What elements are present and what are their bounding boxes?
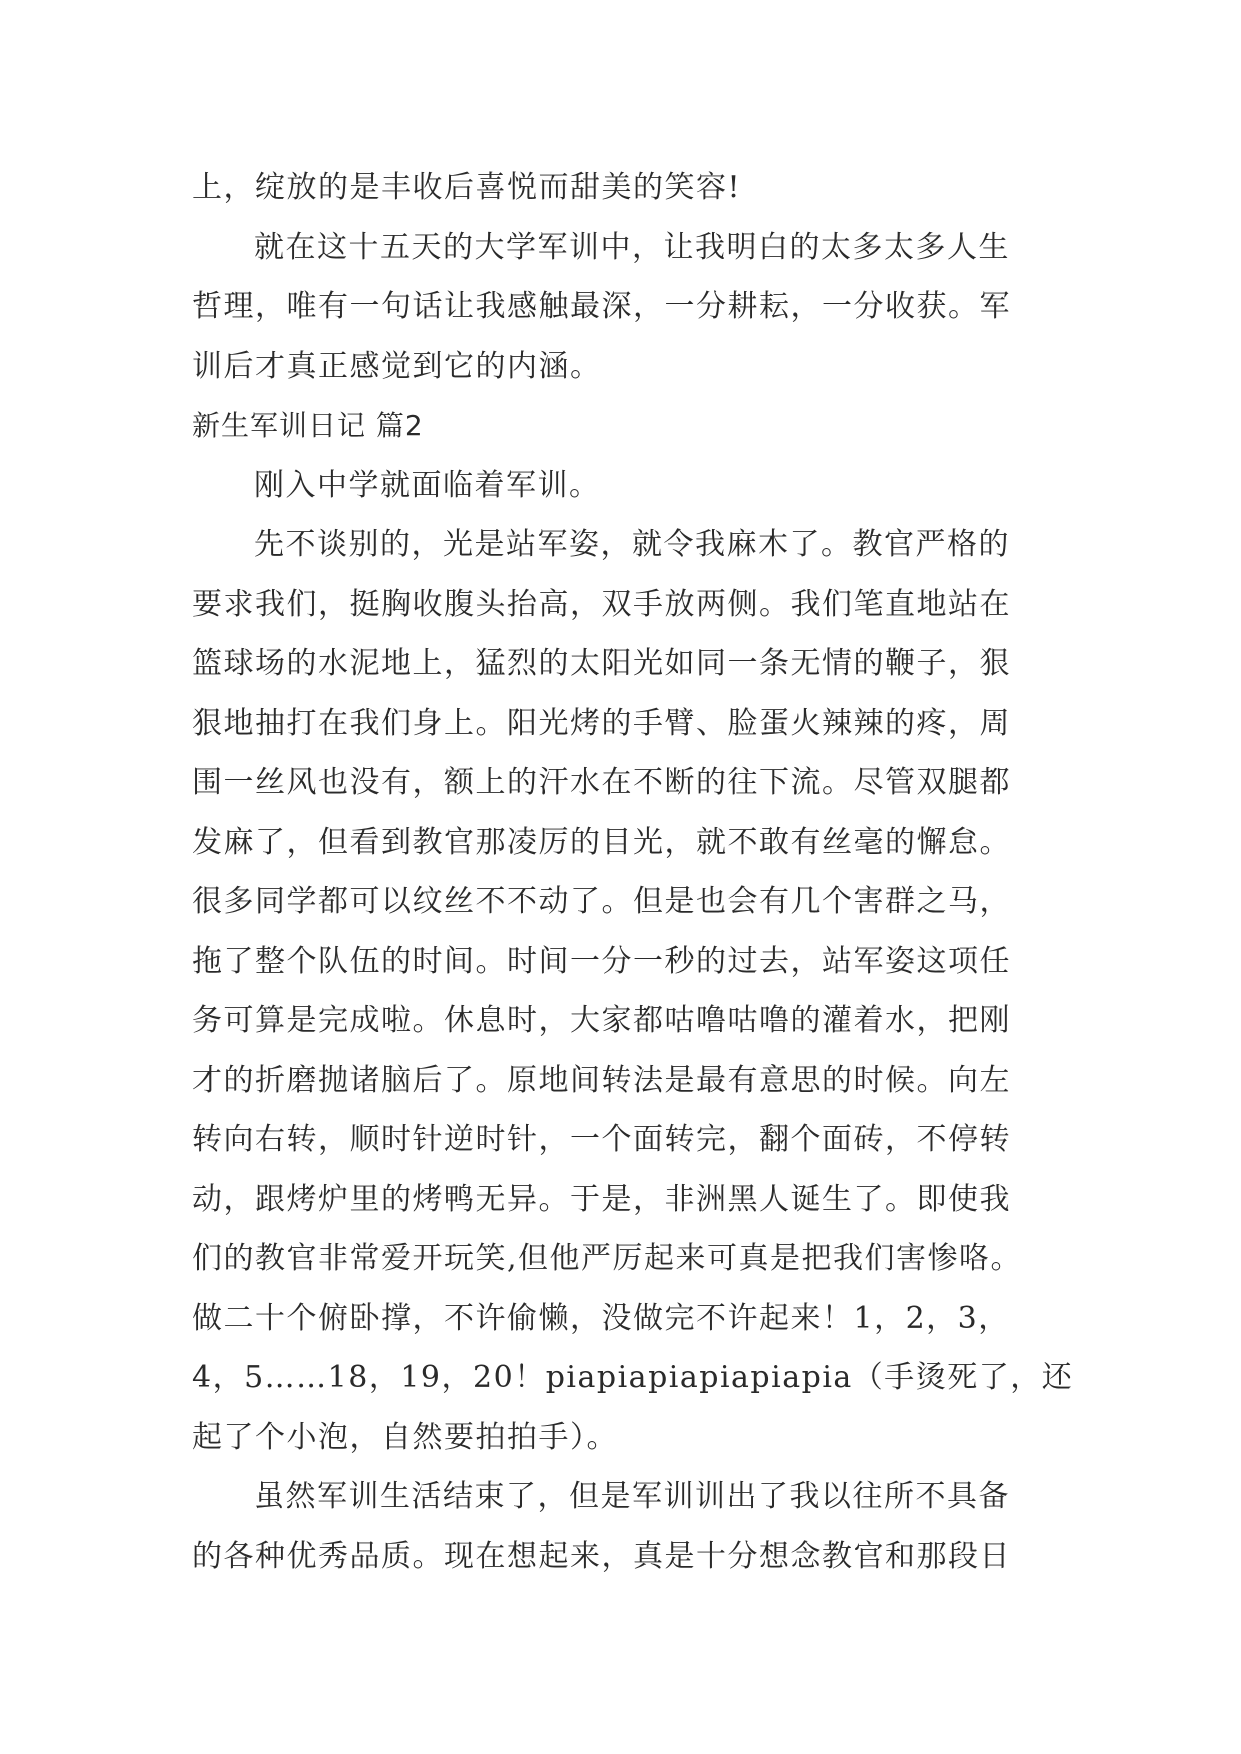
paragraph-line: 才的折磨抛诸脑后了。原地间转法是最有意思的时候。向左: [192, 1062, 1011, 1098]
paragraph-line: 训后才真正感觉到它的内涵。: [192, 348, 602, 384]
paragraph-line: 要求我们，挺胸收腹头抬高，双手放两侧。我们笔直地站在: [192, 586, 1011, 622]
paragraph-line: 围一丝风也没有，额上的汗水在不断的往下流。尽管双腿都: [192, 765, 1011, 800]
section-heading: 新生军训日记 篇2: [192, 409, 424, 442]
paragraph-line: 转向右转，顺时针逆时针，一个面转完，翻个面砖，不停转: [192, 1122, 1011, 1157]
paragraph-line: 很多同学都可以纹丝不不动了。但是也会有几个害群之马，: [192, 884, 1011, 919]
paragraph-line: 就在这十五天的大学军训中，让我明白的太多太多人生: [254, 229, 1010, 265]
paragraph-line: 做二十个俯卧撑，不许偷懒，没做完不许起来！1，2，3，: [192, 1300, 1010, 1336]
paragraph-line: 们的教官非常爱开玩笑,但他严厉起来可真是把我们害惨咯。: [192, 1241, 1023, 1276]
paragraph-line: 先不谈别的，光是站军姿，就令我麻木了。教官严格的: [254, 527, 1010, 562]
paragraph-line: 起了个小泡，自然要拍拍手）。: [192, 1419, 618, 1455]
paragraph-line: 刚入中学就面临着军训。: [254, 467, 601, 503]
paragraph-line: 的各种优秀品质。现在想起来，真是十分想念教官和那段日: [192, 1538, 1011, 1574]
paragraph-line: 4，5……18，19，20！piapiapiapiapiapia（手烫死了，还: [192, 1360, 1074, 1395]
paragraph-line: 虽然军训生活结束了，但是军训训出了我以往所不具备: [254, 1479, 1010, 1514]
paragraph-line: 哲理，唯有一句话让我感触最深，一分耕耘，一分收获。军: [192, 289, 1011, 324]
paragraph-line: 篮球场的水泥地上，猛烈的太阳光如同一条无情的鞭子，狠: [192, 646, 1011, 681]
paragraph-line: 狠地抽打在我们身上。阳光烤的手臂、脸蛋火辣辣的疼，周: [192, 705, 1011, 741]
document-page: [192, 158, 1074, 1586]
paragraph-line: 发麻了，但看到教官那凌厉的目光，就不敢有丝毫的懈怠。: [192, 824, 1011, 860]
paragraph-line: 动，跟烤炉里的烤鸭无异。于是，非洲黑人诞生了。即使我: [192, 1181, 1011, 1217]
paragraph-line: 拖了整个队伍的时间。时间一分一秒的过去，站军姿这项任: [192, 943, 1011, 979]
paragraph-line: 务可算是完成啦。休息时，大家都咕噜咕噜的灌着水，把刚: [192, 1003, 1011, 1038]
paragraph-line: 上，绽放的是丰收后喜悦而甜美的笑容!: [192, 170, 742, 205]
